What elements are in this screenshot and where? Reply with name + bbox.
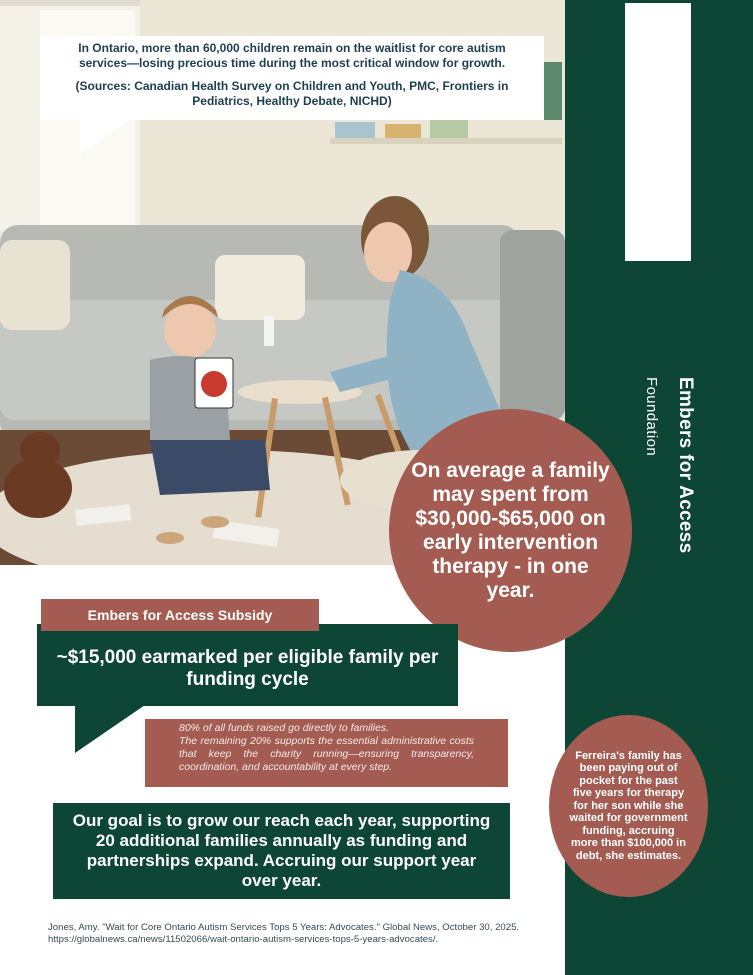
waitlist-statement: In Ontario, more than 60,000 children remain on the waitlist for core autism services—losing precious time during the most critical window for growth.: [78, 41, 506, 70]
cost-circle: [389, 409, 632, 652]
subsidy-pointer: [75, 705, 145, 753]
goal-box: [53, 803, 510, 899]
subsidy-amount: ~$15,000 earmarked per eligible family per funding cycle: [56, 647, 439, 690]
wall-shelf: [330, 138, 562, 144]
story-circle-text: Ferreira's family has been paying out of pocket for the past five years for therapy for her son while she waited for government funding, accruing more than $100,000 in debt, she estimates.: [569, 749, 688, 862]
brand-subtitle: Foundation: [643, 377, 660, 457]
funds-line-2: The remaining 20% supports the essential administrative costs that keep the charity running—ensuring transparency, coordination, and accountability at every step.: [179, 735, 474, 773]
subsidy-tag: Embers for Access Subsidy: [41, 599, 319, 631]
goal-text: Our goal is to grow our reach each year, supporting 20 additional families annually as funding and partnerships expand. Accruing our support year over year.: [72, 811, 491, 890]
sources-text: (Sources: Canadian Health Survey on Children and Youth, PMC, Frontiers in Pediatrics, Healthy Debate, NICHD): [75, 79, 509, 108]
funds-allocation-box: [145, 719, 508, 787]
child: [164, 302, 216, 358]
story-circle: [549, 715, 708, 897]
brand-name: Embers for Access: [675, 377, 696, 554]
brand-vertical: [638, 377, 698, 617]
cost-circle-text: On average a family may spent from $30,000-$65,000 on early intervention therapy - in one year.: [411, 458, 610, 602]
waitlist-caption: [40, 36, 544, 120]
citation: Jones, Amy. "Wait for Core Ontario Autism Services Tops 5 Years: Advocates." Global News, October 30, 2025. https://globalnews.ca/news/11502066/wait-ontario-autism-services-tops-5-years-advocates/.: [48, 922, 520, 945]
funds-line-1: 80% of all funds raised go directly to families.: [179, 722, 390, 734]
caption-pointer: [80, 119, 130, 155]
sidebar-white-panel: [625, 3, 691, 261]
